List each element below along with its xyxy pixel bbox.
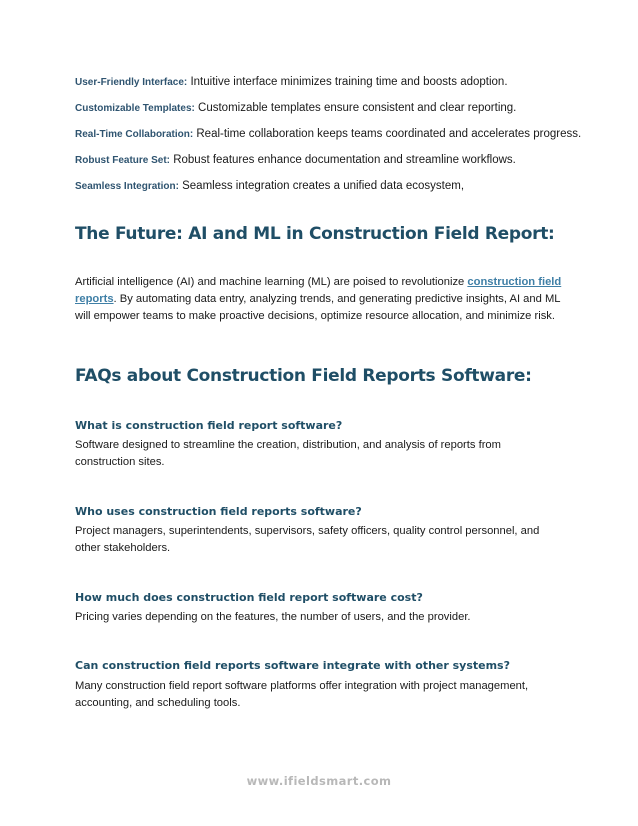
feature-item — [75, 75, 595, 90]
feature-item — [75, 153, 595, 168]
faq-answer: Software designed to streamline the creation, distribution, and analysis of reports from construction sites. — [75, 439, 501, 468]
feature-label: Seamless Integration: — [75, 181, 179, 192]
faq-heading: FAQs about Construction Field Reports Software: — [75, 366, 532, 386]
footer-website: www.ifieldsmart.com — [246, 774, 392, 788]
future-heading: The Future: AI and ML in Construction Field Report: — [75, 224, 555, 244]
feature-item — [75, 179, 595, 194]
faq-answer: Many construction field report software platforms offer integration with project management, accounting, and scheduling tools. — [75, 680, 529, 709]
feature-item — [75, 101, 595, 116]
feature-label: Robust Feature Set: — [75, 155, 171, 166]
faq-question: Can construction field reports software integrate with other systems? — [75, 659, 510, 672]
construction-field-reports-link[interactable]: construction field reports — [75, 276, 562, 305]
faq-answer: Pricing varies depending on the features, the number of users, and the provider. — [75, 611, 471, 623]
feature-text: Intuitive interface minimizes training time and boosts adoption. — [187, 76, 508, 88]
faq-answer: Project managers, superintendents, supervisors, safety officers, quality control personnel, and other stakeholders. — [75, 525, 540, 554]
feature-text: Real-time collaboration keeps teams coordinated and accelerates progress. — [193, 128, 582, 140]
feature-text: Customizable templates ensure consistent and clear reporting. — [194, 102, 517, 114]
feature-item — [75, 127, 595, 142]
feature-list — [75, 75, 595, 205]
feature-label: Real-Time Collaboration: — [75, 129, 194, 140]
future-text-before: Artificial intelligence (AI) and machine learning (ML) are poised to revolutionize — [75, 276, 468, 288]
feature-label: User-Friendly Interface: — [75, 77, 188, 88]
feature-text: Robust features enhance documentation and streamline workflows. — [170, 154, 516, 166]
feature-text: Seamless integration creates a unified data ecosystem, — [178, 180, 465, 192]
faq-question: What is construction field report software? — [75, 419, 343, 432]
faq-question: How much does construction field report software cost? — [75, 591, 423, 604]
future-text-after: . By automating data entry, analyzing trends, and generating predictive insights, AI and ML will empower teams to make proactive decisions, optimize resource allocation, and minimize risk. — [75, 293, 561, 322]
future-paragraph — [75, 274, 565, 325]
feature-label: Customizable Templates: — [75, 103, 195, 114]
faq-question: Who uses construction field reports software? — [75, 505, 362, 518]
